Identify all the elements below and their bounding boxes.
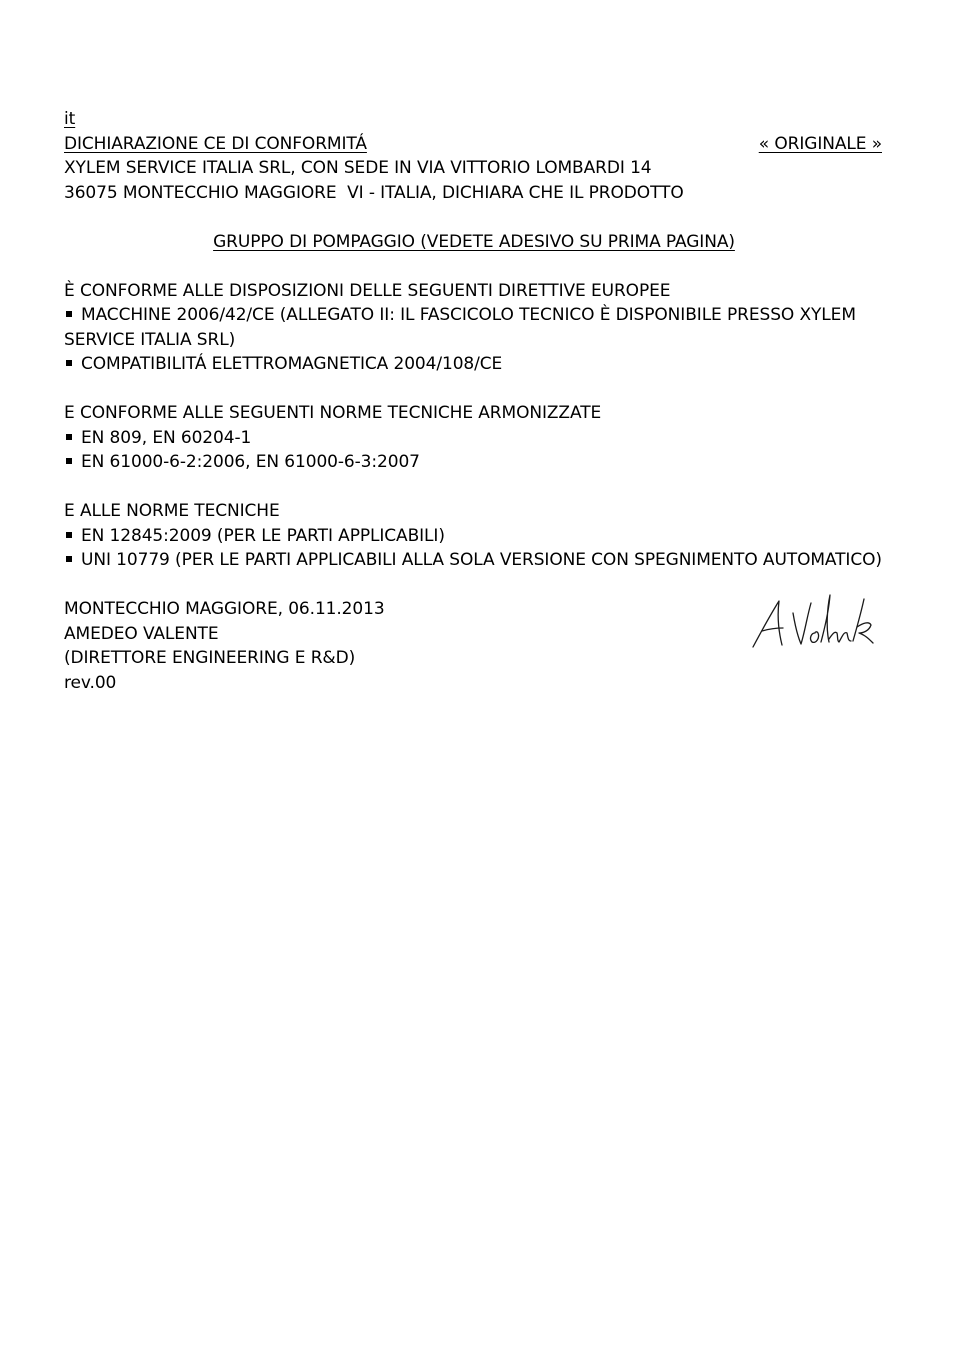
- declaration-page: [64, 107, 884, 695]
- list-item: [64, 450, 884, 475]
- standard-text: EN 809, EN 60204-1: [81, 427, 252, 448]
- title-row: [64, 132, 882, 157]
- signer-role: (DIRETTORE ENGINEERING E R&D): [64, 648, 356, 668]
- bullet-icon: [66, 311, 72, 317]
- list-item: [64, 303, 884, 352]
- company-line-2: 36075 MONTECCHIO MAGGIORE VI - ITALIA, DICHIARA CHE IL PRODOTTO: [64, 182, 684, 203]
- signature-block: [64, 597, 884, 695]
- standard-text: UNI 10779 (PER LE PARTI APPLICABILI ALLA SOLA VERSIONE CON SPEGNIMENTO AUTOMATICO): [81, 550, 882, 570]
- original-label: « ORIGINALE »: [758, 133, 882, 154]
- standard-text: EN 12845:2009 (PER LE PARTI APPLICABILI): [81, 525, 445, 546]
- directive-text: COMPATIBILITÁ ELETTROMAGNETICA 2004/108/CE: [81, 354, 503, 374]
- standard-text: EN 61000-6-2:2006, EN 61000-6-3:2007: [81, 452, 420, 472]
- bullet-icon: [66, 434, 72, 440]
- revision: rev.00: [64, 672, 117, 693]
- list-item: [64, 426, 884, 451]
- directives-intro: È CONFORME ALLE DISPOSIZIONI DELLE SEGUENTI DIRETTIVE EUROPEE: [64, 280, 671, 301]
- directive-text: MACCHINE 2006/42/CE (ALLEGATO II: IL FASCICOLO TECNICO È DISPONIBILE PRESSO XYLEM SERVICE ITALIA SRL): [64, 305, 856, 350]
- handwritten-signature: [749, 587, 889, 657]
- bullet-icon: [66, 458, 72, 464]
- list-item: [64, 548, 884, 573]
- product-name: GRUPPO DI POMPAGGIO (VEDETE ADESIVO SU PRIMA PAGINA): [213, 231, 735, 252]
- language-code: it: [64, 109, 76, 129]
- signer-name: AMEDEO VALENTE: [64, 623, 219, 644]
- bullet-icon: [66, 532, 72, 538]
- product-name-wrap: [64, 230, 884, 255]
- technical-intro: E ALLE NORME TECNICHE: [64, 501, 280, 521]
- bullet-icon: [66, 360, 72, 366]
- company-line-1: XYLEM SERVICE ITALIA SRL, CON SEDE IN VIA VITTORIO LOMBARDI 14: [64, 158, 652, 178]
- place-date: MONTECCHIO MAGGIORE, 06.11.2013: [64, 599, 385, 619]
- harmonized-intro: E CONFORME ALLE SEGUENTI NORME TECNICHE ARMONIZZATE: [64, 403, 602, 423]
- document-title: DICHIARAZIONE CE DI CONFORMITÁ: [64, 133, 367, 154]
- bullet-icon: [66, 556, 72, 562]
- list-item: [64, 524, 884, 549]
- list-item: [64, 352, 884, 377]
